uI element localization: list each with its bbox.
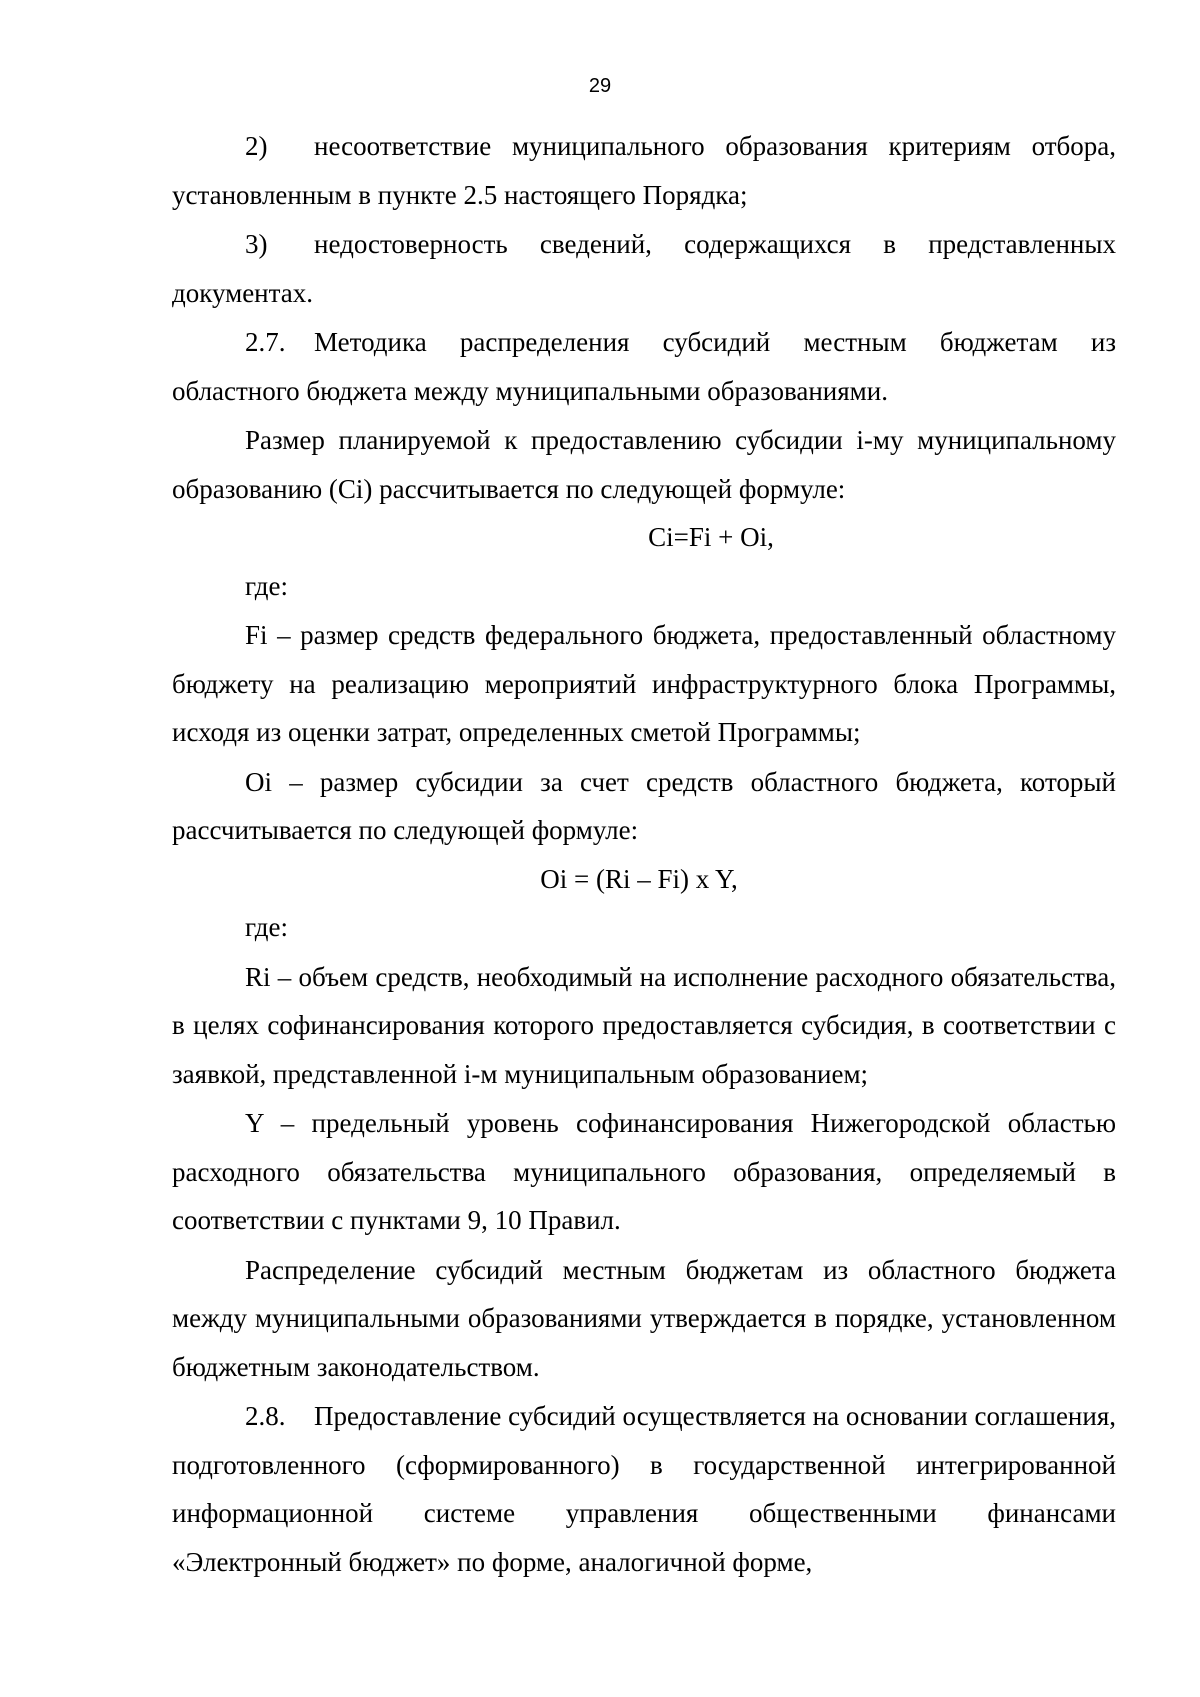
paragraph-distribution: Распределение субсидий местным бюджетам из областного бюджета между муниципальными образованиями утверждается в порядке, установленном бюджетным законодательством. (172, 1254, 1116, 1382)
formula-oi: Oi = (Ri – Fi) x Y, (540, 863, 738, 894)
section-number: 2.8. (245, 1401, 286, 1431)
paragraph-oi-definition: Oi – размер субсидии за счет средств областного бюджета, который рассчитывается по следующей формуле: (172, 766, 1116, 845)
list-number: 3) (245, 229, 268, 259)
paragraph-subsidy-size: Размер планируемой к предоставлению субсидии i-му муниципальному образованию (Ci) рассчитывается по следующей формуле: (172, 425, 1116, 504)
paragraph-section-2-7 (172, 318, 1116, 415)
document-body (172, 122, 1116, 1586)
paragraph-fi-definition: Fi – размер средств федерального бюджета, предоставленный областному бюджету на реализацию мероприятий инфраструктурного блока Программы, исходя из оценки затрат, определенных сметой Программы; (172, 620, 1116, 747)
paragraph-ri-definition: Ri – объем средств, необходимый на исполнение расходного обязательства, в целях софинансирования которого предоставляется субсидия, в соответствии с заявкой, представленной i-м муниципальным образованием; (172, 961, 1116, 1089)
paragraph-section-2-8 (172, 1392, 1116, 1586)
paragraph-text: несоответствие муниципального образования критериям отбора, установленным в пункте 2.5 настоящего Порядка; (172, 131, 1116, 210)
paragraph-y-definition: Y – предельный уровень софинансирования Нижегородской областью расходного обязательства муниципального образования, определяемый в соответствии с пунктами 9, 10 Правил. (172, 1108, 1116, 1235)
section-number: 2.7. (245, 327, 286, 357)
paragraph-text: Предоставление субсидий осуществляется на основании соглашения, подготовленного (сформированного) в государственной интегрированной информационной системе управления общественными финансами «Электронный бюджет» по форме, аналогичной форме, (172, 1401, 1116, 1577)
page-number: 29 (588, 75, 612, 97)
formula-ci: Ci=Fi + Oi, (648, 522, 774, 552)
paragraph-rejection-reason-2 (172, 122, 1116, 219)
paragraph-text: недостоверность сведений, содержащихся в представленных документах. (172, 229, 1116, 308)
paragraph-text: Методика распределения субсидий местным бюджетам из областного бюджета между муниципальными образованиями. (172, 327, 1116, 406)
paragraph-rejection-reason-3 (172, 220, 1116, 317)
list-number: 2) (245, 131, 268, 161)
where-label: где: (245, 912, 288, 942)
where-label: где: (245, 570, 288, 601)
